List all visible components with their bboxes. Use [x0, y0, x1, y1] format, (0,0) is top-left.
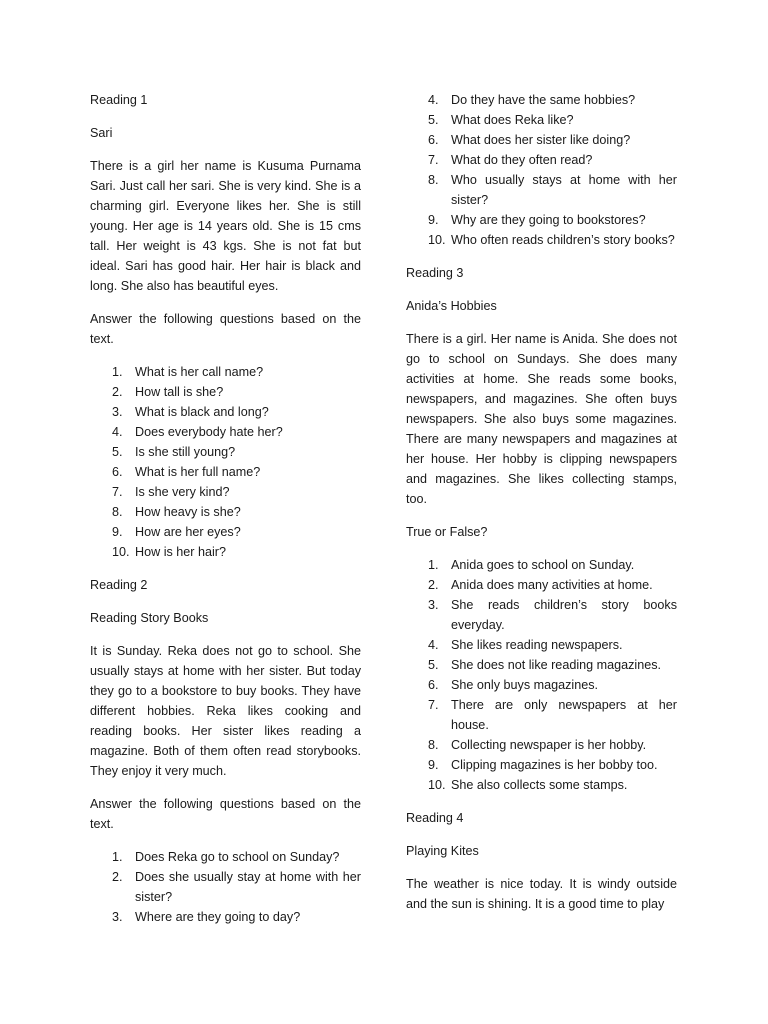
list-item	[90, 362, 361, 382]
list-item-text: She only buys magazines.	[451, 678, 599, 692]
list-item	[406, 655, 677, 675]
list-item	[406, 90, 677, 110]
list-item-number: 5.	[428, 658, 439, 672]
list-item	[90, 542, 361, 562]
list-item	[90, 502, 361, 522]
right-column	[406, 90, 677, 927]
list-item	[406, 635, 677, 655]
list-item-text: She reads children’s story books everyday.	[451, 598, 677, 632]
list-item	[406, 110, 677, 130]
reading2-instruction: Answer the following questions based on the text.	[90, 797, 361, 831]
reading2-questions-part2	[406, 90, 677, 250]
list-item	[406, 170, 677, 210]
reading3-text: There is a girl. Her name is Anida. She does not go to school on Sundays. She does many activities at home. She reads some books, newspapers, and magazines. She often buys newspapers. She also buys some magazines. There are many newspapers and magazines at her house. Her hobby is clipping newspapers and magazines. She likes collecting stamps, too.	[406, 332, 677, 506]
list-item-number: 10.	[428, 233, 446, 247]
list-item	[90, 382, 361, 402]
list-item-number: 4.	[428, 93, 439, 107]
list-item-text: Who often reads children’s story books?	[451, 233, 675, 247]
list-item-number: 3.	[112, 910, 123, 924]
list-item-text: How is her hair?	[135, 545, 226, 559]
list-item-text: Is she very kind?	[135, 485, 230, 499]
list-item-text: What does Reka like?	[451, 113, 574, 127]
list-item-number: 9.	[428, 213, 439, 227]
list-item	[90, 482, 361, 502]
list-item	[406, 555, 677, 575]
reading4-title: Playing Kites	[406, 844, 479, 858]
list-item-text: How are her eyes?	[135, 525, 241, 539]
list-item-text: What is black and long?	[135, 405, 269, 419]
list-item-text: What do they often read?	[451, 153, 593, 167]
list-item	[90, 522, 361, 542]
list-item-number: 2.	[112, 870, 123, 884]
list-item-text: There are only newspapers at her house.	[451, 698, 677, 732]
list-item-number: 1.	[428, 558, 439, 572]
list-item-text: What is her full name?	[135, 465, 261, 479]
list-item-text: Does she usually stay at home with her sister?	[135, 870, 361, 904]
list-item	[90, 462, 361, 482]
list-item	[406, 675, 677, 695]
left-column	[90, 90, 361, 927]
list-item-text: Does Reka go to school on Sunday?	[135, 850, 340, 864]
reading4-heading: Reading 4	[406, 811, 464, 825]
reading1-title: Sari	[90, 126, 113, 140]
list-item-number: 8.	[428, 173, 439, 187]
list-item-number: 3.	[112, 405, 123, 419]
list-item-number: 8.	[112, 505, 123, 519]
reading1-instruction: Answer the following questions based on the text.	[90, 312, 361, 346]
list-item-number: 4.	[112, 425, 123, 439]
reading3-statements	[406, 555, 677, 795]
list-item-number: 2.	[112, 385, 123, 399]
list-item-number: 7.	[428, 153, 439, 167]
list-item-number: 1.	[112, 365, 123, 379]
list-item	[406, 695, 677, 735]
reading1-text: There is a girl her name is Kusuma Purnama Sari. Just call her sari. She is very kind. She is a charming girl. Everyone likes her. She is still young. Her age is 14 years old. She is 15 cms tall. Her weight is 43 kgs. She is not fat but ideal. Sari has good hair. Her hair is black and long. She also has beautiful eyes.	[90, 159, 361, 293]
list-item-text: What is her call name?	[135, 365, 264, 379]
list-item-number: 9.	[112, 525, 123, 539]
reading2-heading: Reading 2	[90, 578, 148, 592]
list-item-text: How heavy is she?	[135, 505, 241, 519]
list-item-text: Is she still young?	[135, 445, 236, 459]
list-item-text: What does her sister like doing?	[451, 133, 631, 147]
list-item-text: Do they have the same hobbies?	[451, 93, 636, 107]
list-item-text: Clipping magazines is her bobby too.	[451, 758, 658, 772]
reading3-instruction: True or False?	[406, 525, 488, 539]
list-item-number: 1.	[112, 850, 123, 864]
list-item-number: 5.	[112, 445, 123, 459]
list-item-number: 5.	[428, 113, 439, 127]
list-item	[406, 210, 677, 230]
list-item	[406, 150, 677, 170]
list-item-text: She does not like reading magazines.	[451, 658, 662, 672]
list-item-number: 4.	[428, 638, 439, 652]
list-item-text: Who usually stays at home with her sister?	[451, 173, 677, 207]
list-item-number: 6.	[112, 465, 123, 479]
reading1-heading: Reading 1	[90, 93, 148, 107]
list-item	[90, 402, 361, 422]
reading3-heading: Reading 3	[406, 266, 464, 280]
list-item-text: She also collects some stamps.	[451, 778, 628, 792]
list-item-text: Anida goes to school on Sunday.	[451, 558, 635, 572]
list-item	[406, 595, 677, 635]
reading3-title: Anida’s Hobbies	[406, 299, 497, 313]
list-item	[406, 755, 677, 775]
list-item	[406, 735, 677, 755]
reading1-questions	[90, 362, 361, 562]
reading2-title: Reading Story Books	[90, 611, 209, 625]
list-item-number: 10.	[428, 778, 446, 792]
list-item	[90, 847, 361, 867]
list-item-text: Where are they going to day?	[135, 910, 301, 924]
list-item-number: 6.	[428, 133, 439, 147]
list-item-number: 10.	[112, 545, 130, 559]
list-item-number: 9.	[428, 758, 439, 772]
list-item-number: 3.	[428, 598, 439, 612]
list-item-text: How tall is she?	[135, 385, 224, 399]
list-item-number: 7.	[112, 485, 123, 499]
list-item	[90, 867, 361, 907]
list-item	[406, 575, 677, 595]
list-item-text: Why are they going to bookstores?	[451, 213, 646, 227]
list-item-number: 2.	[428, 578, 439, 592]
list-item	[406, 130, 677, 150]
reading4-text: The weather is nice today. It is windy outside and the sun is shining. It is a good time to play	[406, 877, 677, 911]
list-item	[406, 230, 677, 250]
list-item	[406, 775, 677, 795]
list-item-number: 8.	[428, 738, 439, 752]
list-item	[90, 442, 361, 462]
list-item	[90, 907, 361, 927]
list-item-text: Collecting newspaper is her hobby.	[451, 738, 647, 752]
reading2-text: It is Sunday. Reka does not go to school. She usually stays at home with her sister. But today they go to a bookstore to buy books. They have different hobbies. Reka likes cooking and reading books. Her sister likes reading a magazine. Both of them often read storybooks. They enjoy it very much.	[90, 644, 361, 778]
reading2-questions-part1	[90, 847, 361, 927]
list-item-text: She likes reading newspapers.	[451, 638, 623, 652]
list-item-number: 7.	[428, 698, 439, 712]
list-item-text: Anida does many activities at home.	[451, 578, 653, 592]
list-item	[90, 422, 361, 442]
list-item-text: Does everybody hate her?	[135, 425, 283, 439]
list-item-number: 6.	[428, 678, 439, 692]
